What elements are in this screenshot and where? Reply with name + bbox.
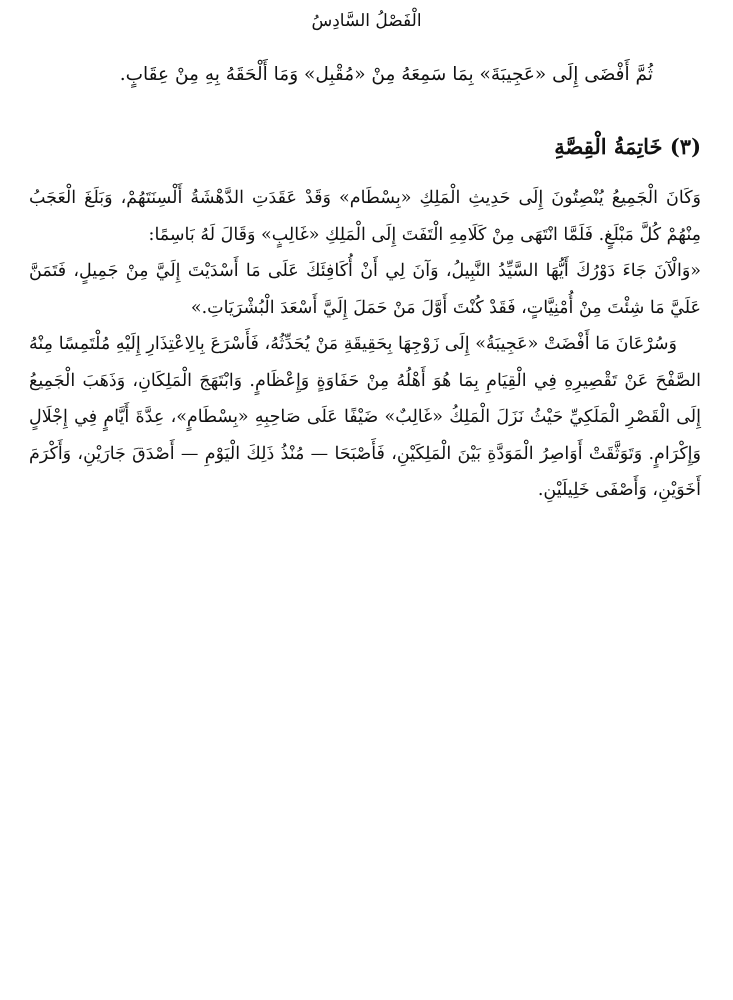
paragraph-1: وَكَانَ الْجَمِيعُ يُنْصِتُونَ إِلَى حَدِيثِ الْمَلِكِ «بِسْطَام» وَقَدْ عَقَدَتِ الدَّهْشَةُ أَلْسِنَتَهُمْ، وَبَلَغَ الْعَجَبُ مِنْهُمْ كُلَّ مَبْلَغٍ. فَلَمَّا انْتَهَى مِنْ كَلَامِهِ الْتَفَتَ إِلَى الْمَلِكِ «غَالِبٍ» وَقَالَ لَهُ بَاسِمًا: (29, 188, 701, 245)
lead-sentence: ثُمَّ أَفْضَى إِلَى «عَجِيبَةَ» بِمَا سَمِعَهُ مِنْ «مُقْبِل» وَمَا أَلْحَقَهُ بِهِ مِنْ عِقَابٍ. (119, 64, 653, 85)
paragraph-2-quote: «وَالْآنَ جَاءَ دَوْرُكَ أَيُّهَا السَّيِّدُ النَّبِيلُ، وَآنَ لِي أَنْ أُكَافِئَكَ عَلَى مَا أَسْدَيْتَ إِلَيَّ مِنْ جَمِيلٍ، فَتَمَنَّ عَلَيَّ مَا شِئْتَ مِنْ أُمْنِيَّاتٍ، فَقَدْ كُنْتَ أَوَّلَ مَنْ حَمَلَ إِلَيَّ أَسْعَدَ الْبُشْرَيَاتِ.» (29, 261, 701, 318)
chapter-running-header: الْفَصْلُ السَّادِسُ (311, 11, 422, 31)
body-text (29, 180, 701, 509)
paragraph-3: وَسُرْعَانَ مَا أَفْضَتْ «عَجِيبَةُ» إِلَى زَوْجِهَا بِحَقِيقَةِ مَنْ يُحَدِّثُهُ، فَأَسْرَعَ بِالِاعْتِذَارِ إِلَيْهِ مُلْتَمِسًا مِنْهُ الصَّفْحَ عَنْ تَقْصِيرِهِ فِي الْقِيَامِ بِمَا هُوَ أَهْلُهُ مِنْ حَفَاوَةٍ وَإِعْظَامٍ. وَابْتَهَجَ الْمَلِكَانِ، وَذَهَبَ الْجَمِيعُ إِلَى الْقَصْرِ الْمَلَكِيِّ حَيْثُ نَزَلَ الْمَلِكُ «غَالِبٌ» ضَيْفًا عَلَى صَاحِبِهِ «بِسْطَامٍ»، عِدَّةَ أَيَّامٍ فِي إِجْلَالٍ وَإِكْرَامٍ. وَتَوَثَّقَتْ أَوَاصِرُ الْمَوَدَّةِ بَيْنَ الْمَلِكَيْنِ، فَأَصْبَحَا — مُنْذُ ذَلِكَ الْيَوْمِ — أَصْدَقَ جَارَيْنِ، وَأَكْرَمَ أَخَوَيْنِ، وَأَصْفَى خَلِيلَيْنِ. (29, 334, 701, 500)
section-heading: (٣) خَاتِمَةُ الْقِصَّةِ (554, 134, 701, 159)
